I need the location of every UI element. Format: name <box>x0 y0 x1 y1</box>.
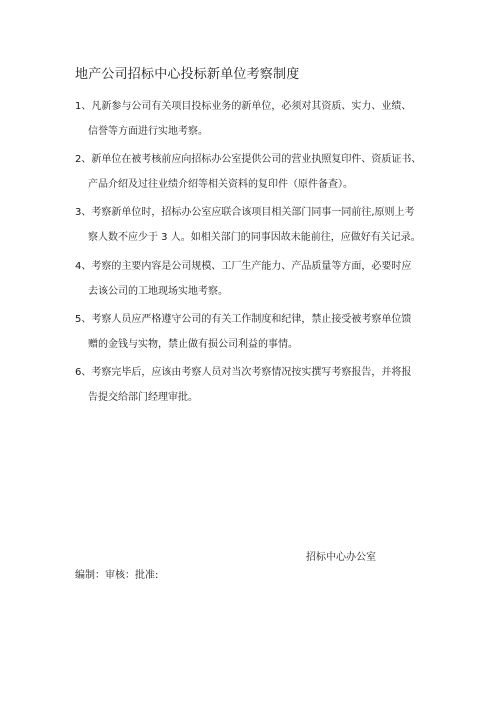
clause-3-line-1: 3、考察新单位时，招标办公室应联合该项目相关部门同事一同前往,原则上考 <box>75 207 415 218</box>
clause-3-line-2: 察人数不应少于 3 人。如相关部门的同事因故未能前往，应做好有关记录。 <box>88 232 421 243</box>
clause-5-line-2: 赠的金钱与实物，禁止做有损公司利益的事情。 <box>88 339 298 350</box>
clause-6-line-1: 6、考察完毕后，应该由考察人员对当次考察情况按实撰写考察报告，并将报 <box>75 367 412 378</box>
clause-4-line-1: 4、考察的主要内容是公司规模、工厂生产能力、产品质量等方面，必要时应 <box>75 261 412 272</box>
clause-2-line-1: 2、新单位在被考核前应向招标办公室提供公司的营业执照复印件、资质证书、 <box>75 154 422 165</box>
signature-roles: 编制：审核：批准: <box>75 570 159 581</box>
document-title: 地产公司招标中心投标新单位考察制度 <box>75 67 300 82</box>
signature-office: 招标中心办公室 <box>306 552 376 563</box>
clause-5-line-1: 5、考察人员应严格遵守公司的有关工作制度和纪律，禁止接受被考察单位馈 <box>75 314 412 325</box>
clause-2-line-2: 产品介绍及过往业绩介绍等相关资料的复印件（原件备查）。 <box>88 179 353 190</box>
clause-1-line-2: 信誉等方面进行实地考察。 <box>88 126 208 137</box>
clause-4-line-2: 去该公司的工地现场实地考察。 <box>88 286 228 297</box>
clause-1-line-1: 1、凡新参与公司有关项目投标业务的新单位，必须对其资质、实力、业绩、 <box>75 101 412 112</box>
clause-6-line-2: 告提交给部门经理审批。 <box>88 392 198 403</box>
